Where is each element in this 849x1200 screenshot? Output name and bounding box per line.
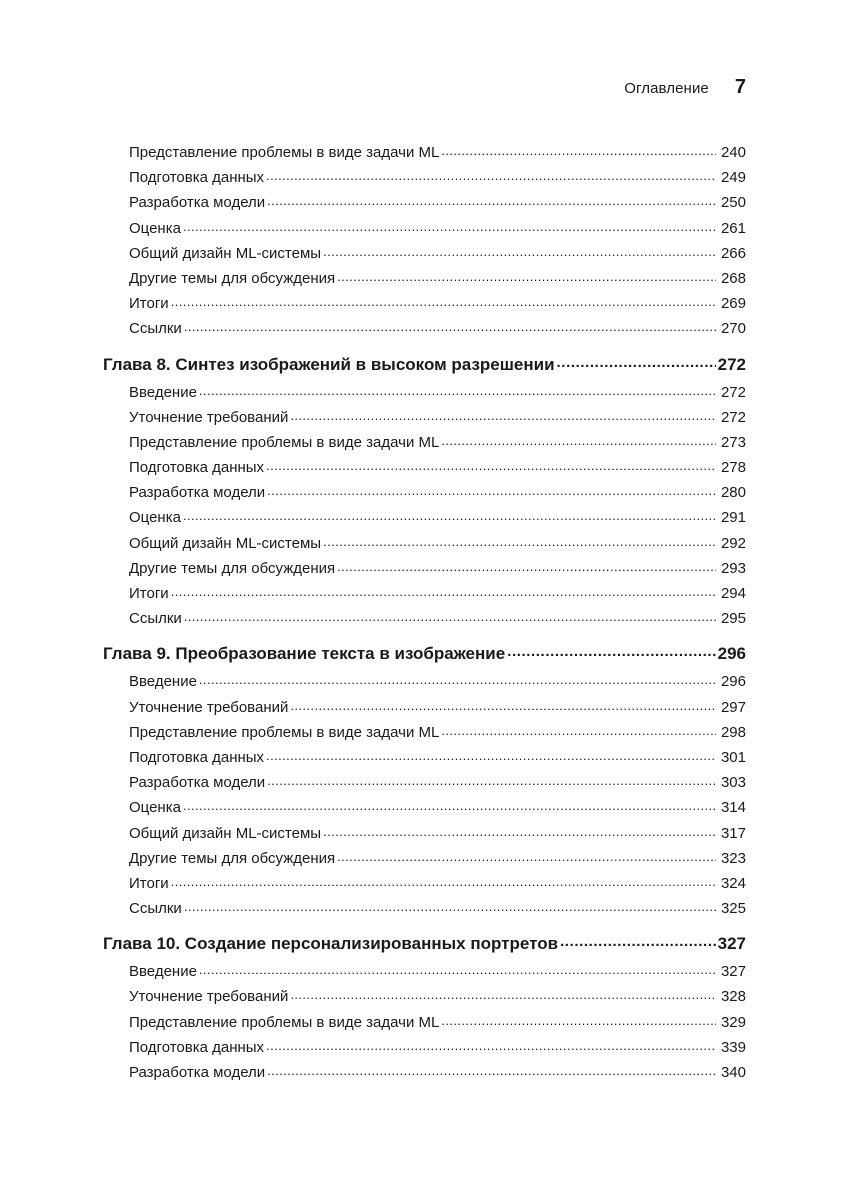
toc-section-entry bbox=[103, 505, 746, 530]
toc-chapter-entry bbox=[103, 929, 746, 958]
toc-page-number: 324 bbox=[720, 874, 746, 892]
toc-section-entry bbox=[103, 581, 746, 606]
toc-section-entry bbox=[103, 531, 746, 556]
toc-section-title: Ссылки bbox=[129, 900, 182, 918]
toc-dot-leader bbox=[184, 898, 716, 913]
toc-page-number: 327 bbox=[720, 963, 746, 981]
toc-page-number: 314 bbox=[720, 799, 746, 817]
toc-page-number: 270 bbox=[720, 320, 746, 338]
toc-dot-leader bbox=[199, 671, 716, 686]
toc-page-number: 296 bbox=[717, 644, 746, 664]
toc-section-entry bbox=[103, 266, 746, 291]
toc-section-title: Уточнение требований bbox=[129, 698, 289, 716]
toc-section-entry bbox=[103, 316, 746, 341]
toc-page-number: 340 bbox=[720, 1064, 746, 1081]
toc-section-entry bbox=[103, 821, 746, 846]
toc-dot-leader bbox=[266, 167, 716, 182]
toc-section-entry bbox=[103, 669, 746, 694]
toc-page-number: 250 bbox=[720, 194, 746, 212]
toc-chapter-title: Глава 10. Создание персонализированных портретов bbox=[103, 934, 559, 954]
toc-page-number: 301 bbox=[720, 748, 746, 766]
toc-dot-leader bbox=[267, 482, 716, 497]
toc-section-title: Подготовка данных bbox=[129, 748, 265, 766]
toc-section-entry bbox=[103, 871, 746, 896]
toc-section-title: Итоги bbox=[129, 585, 169, 602]
toc-section-entry bbox=[103, 695, 746, 720]
toc-dot-leader bbox=[323, 823, 716, 838]
toc-section-entry bbox=[103, 405, 746, 430]
toc-page-number: 297 bbox=[720, 698, 746, 716]
toc-dot-leader bbox=[267, 1062, 716, 1077]
toc-dot-leader bbox=[199, 382, 716, 397]
toc-section-title: Подготовка данных bbox=[129, 169, 265, 187]
toc-section-title: Другие темы для обсуждения bbox=[129, 269, 336, 287]
toc-section-entry bbox=[103, 745, 746, 770]
toc-section-entry bbox=[103, 896, 746, 921]
toc-dot-leader bbox=[557, 353, 716, 370]
toc-section-title: Разработка модели bbox=[129, 194, 266, 212]
toc-page-number: 272 bbox=[720, 408, 746, 426]
toc-section-title: Разработка модели bbox=[129, 774, 266, 792]
toc-page-number: 294 bbox=[720, 585, 746, 602]
toc-section-entry bbox=[103, 984, 746, 1009]
toc-section-title: Оценка bbox=[129, 799, 181, 817]
toc-section-title: Уточнение требований bbox=[129, 408, 289, 426]
toc-section-title: Ссылки bbox=[129, 610, 182, 628]
toc-dot-leader bbox=[266, 1037, 716, 1052]
toc-dot-leader bbox=[171, 583, 716, 598]
toc-page-number: 269 bbox=[720, 295, 746, 313]
toc-section-entry bbox=[103, 1060, 746, 1085]
toc-page-number: 249 bbox=[720, 169, 746, 187]
toc-chapter-entry bbox=[103, 350, 746, 379]
toc-dot-leader bbox=[266, 747, 716, 762]
toc-section-title: Ссылки bbox=[129, 320, 182, 338]
toc-dot-leader bbox=[199, 961, 716, 976]
toc-section-title: Введение bbox=[129, 963, 197, 981]
toc-dot-leader bbox=[507, 642, 715, 659]
toc-page-number: 272 bbox=[717, 354, 746, 374]
toc-section-entry bbox=[103, 1010, 746, 1035]
toc-section-title: Итоги bbox=[129, 295, 169, 313]
toc-section-entry bbox=[103, 556, 746, 581]
toc-section-entry bbox=[103, 1035, 746, 1060]
toc-section-title: Разработка модели bbox=[129, 484, 266, 502]
toc-dot-leader bbox=[171, 873, 716, 888]
toc-page-number: 266 bbox=[720, 244, 746, 262]
toc-section-title: Общий дизайн ML-системы bbox=[129, 534, 322, 552]
toc-section-entry bbox=[103, 606, 746, 631]
toc-page-number: 329 bbox=[720, 1013, 746, 1031]
toc-chapter-entry bbox=[103, 639, 746, 668]
toc-page-number: 325 bbox=[720, 900, 746, 918]
toc-chapter-title: Глава 9. Преобразование текста в изображение bbox=[103, 644, 506, 664]
table-of-contents bbox=[103, 140, 746, 1085]
toc-dot-leader bbox=[171, 293, 716, 308]
toc-page-number: 303 bbox=[720, 774, 746, 792]
toc-dot-leader bbox=[183, 507, 716, 522]
toc-dot-leader bbox=[323, 243, 716, 258]
toc-page-number: 317 bbox=[720, 824, 746, 842]
toc-section-entry bbox=[103, 795, 746, 820]
toc-page-number: 295 bbox=[720, 610, 746, 628]
toc-section-title: Итоги bbox=[129, 874, 169, 892]
toc-dot-leader bbox=[441, 722, 716, 737]
toc-dot-leader bbox=[290, 986, 716, 1001]
toc-section-entry bbox=[103, 770, 746, 795]
toc-page-number: 327 bbox=[717, 934, 746, 954]
toc-section-title: Представление проблемы в виде задачи ML bbox=[129, 433, 440, 451]
toc-section-title: Представление проблемы в виде задачи ML bbox=[129, 723, 440, 741]
toc-dot-leader bbox=[267, 772, 716, 787]
toc-section-entry bbox=[103, 380, 746, 405]
toc-section-entry bbox=[103, 846, 746, 871]
toc-section-entry bbox=[103, 241, 746, 266]
toc-page-number: 323 bbox=[720, 849, 746, 867]
toc-dot-leader bbox=[184, 318, 716, 333]
toc-dot-leader bbox=[323, 533, 716, 548]
toc-page-number: 268 bbox=[720, 269, 746, 287]
toc-dot-leader bbox=[337, 558, 716, 573]
toc-section-title: Представление проблемы в виде задачи ML bbox=[129, 144, 440, 161]
toc-page-number: 328 bbox=[720, 988, 746, 1006]
toc-page-number: 272 bbox=[720, 383, 746, 401]
toc-dot-leader bbox=[290, 697, 716, 712]
toc-dot-leader bbox=[290, 407, 716, 422]
toc-section-entry bbox=[103, 430, 746, 455]
toc-dot-leader bbox=[337, 848, 716, 863]
toc-section-entry bbox=[103, 140, 746, 165]
toc-section-title: Другие темы для обсуждения bbox=[129, 849, 336, 867]
toc-section-title: Оценка bbox=[129, 219, 181, 237]
toc-dot-leader bbox=[441, 142, 716, 157]
toc-dot-leader bbox=[184, 608, 716, 623]
toc-section-title: Подготовка данных bbox=[129, 1038, 265, 1056]
toc-section-title: Другие темы для обсуждения bbox=[129, 559, 336, 577]
toc-section-title: Введение bbox=[129, 383, 197, 401]
toc-section-title: Общий дизайн ML-системы bbox=[129, 824, 322, 842]
toc-page-number: 298 bbox=[720, 723, 746, 741]
toc-section-title: Общий дизайн ML-системы bbox=[129, 244, 322, 262]
toc-section-entry bbox=[103, 291, 746, 316]
toc-page-number: 296 bbox=[720, 673, 746, 691]
running-head-title: Оглавление bbox=[624, 80, 709, 97]
toc-page-number: 291 bbox=[720, 509, 746, 527]
toc-section-entry bbox=[103, 720, 746, 745]
toc-section-title: Введение bbox=[129, 673, 197, 691]
toc-chapter-title: Глава 8. Синтез изображений в высоком разрешении bbox=[103, 354, 555, 374]
toc-section-entry bbox=[103, 216, 746, 241]
toc-page-number: 278 bbox=[720, 459, 746, 477]
toc-section-entry bbox=[103, 480, 746, 505]
toc-section-title: Уточнение требований bbox=[129, 988, 289, 1006]
toc-section-entry bbox=[103, 190, 746, 215]
toc-section-title: Представление проблемы в виде задачи ML bbox=[129, 1013, 440, 1031]
toc-dot-leader bbox=[441, 432, 716, 447]
toc-dot-leader bbox=[337, 268, 716, 283]
toc-section-entry bbox=[103, 959, 746, 984]
toc-dot-leader bbox=[183, 797, 716, 812]
running-head bbox=[624, 76, 746, 99]
toc-section-title: Оценка bbox=[129, 509, 181, 527]
toc-section-entry bbox=[103, 455, 746, 480]
toc-page-number: 261 bbox=[720, 219, 746, 237]
toc-page-number: 280 bbox=[720, 484, 746, 502]
toc-page-number: 240 bbox=[720, 144, 746, 161]
toc-section-title: Разработка модели bbox=[129, 1064, 266, 1081]
toc-page-number: 273 bbox=[720, 433, 746, 451]
toc-dot-leader bbox=[266, 457, 716, 472]
toc-section-title: Подготовка данных bbox=[129, 459, 265, 477]
toc-page-number: 292 bbox=[720, 534, 746, 552]
toc-page-number: 339 bbox=[720, 1038, 746, 1056]
toc-dot-leader bbox=[560, 932, 716, 949]
toc-dot-leader bbox=[441, 1012, 716, 1027]
toc-dot-leader bbox=[267, 192, 716, 207]
toc-dot-leader bbox=[183, 218, 716, 233]
toc-section-entry bbox=[103, 165, 746, 190]
page-number: 7 bbox=[734, 76, 746, 98]
toc-page-number: 293 bbox=[720, 559, 746, 577]
